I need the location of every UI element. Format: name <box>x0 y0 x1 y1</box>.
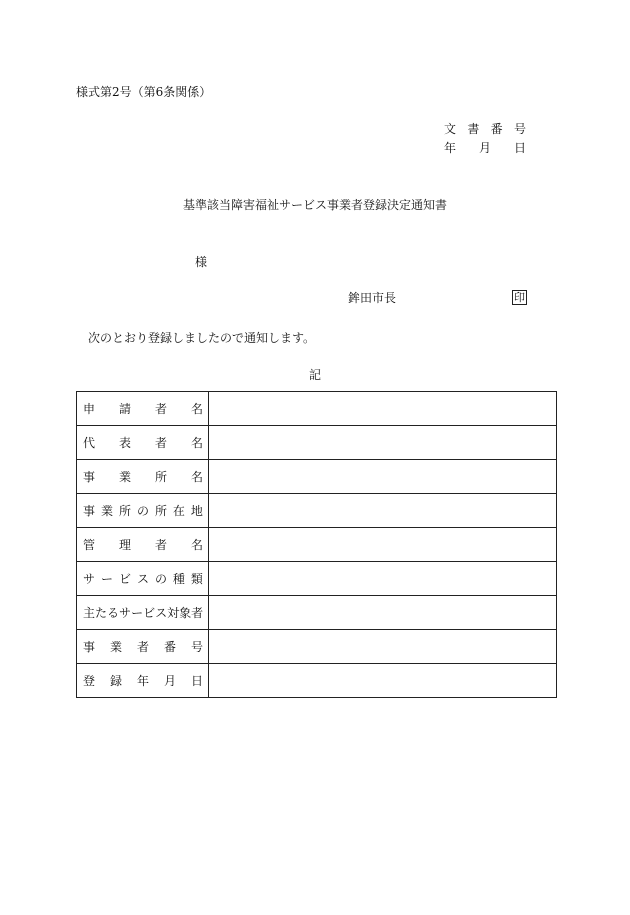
doc-number-char: 号 <box>513 122 526 136</box>
table-row <box>77 392 557 426</box>
row-label-cell <box>77 528 209 562</box>
row-value-cell[interactable] <box>209 528 557 562</box>
row-value-cell[interactable] <box>209 392 557 426</box>
seal-mark: 印 <box>514 291 525 304</box>
row-value-cell[interactable] <box>209 426 557 460</box>
row-value-cell[interactable] <box>209 460 557 494</box>
row-label-cell <box>77 392 209 426</box>
doc-number-char: 書 <box>467 122 480 136</box>
form-number: 様式第2号（第6条関係） <box>76 85 212 99</box>
recipient-honorific: 様 <box>195 255 208 269</box>
row-label-cell <box>77 562 209 596</box>
registration-info-table <box>76 391 557 698</box>
row-label: 管 理 者 名 <box>83 537 203 552</box>
row-label-cell <box>77 460 209 494</box>
row-value-cell[interactable] <box>209 596 557 630</box>
table-row <box>77 528 557 562</box>
row-label: 主 た る サ ー ビ ス 対 象 者 <box>83 605 204 620</box>
row-label: 登 録 年 月 日 <box>83 673 203 688</box>
table-row <box>77 494 557 528</box>
row-label: 事 業 所 の 所 在 地 <box>83 503 203 518</box>
date-year-label: 年 <box>444 141 457 155</box>
table-row <box>77 460 557 494</box>
row-value-cell[interactable] <box>209 630 557 664</box>
doc-number-char: 文 <box>444 122 457 136</box>
row-label-cell <box>77 596 209 630</box>
date-line <box>444 142 526 154</box>
table-row <box>77 596 557 630</box>
document-number-label <box>444 123 526 135</box>
row-label-cell <box>77 630 209 664</box>
row-label: 代 表 者 名 <box>83 435 203 450</box>
row-value-cell[interactable] <box>209 664 557 698</box>
doc-number-char: 番 <box>490 122 503 136</box>
row-value-cell[interactable] <box>209 494 557 528</box>
table-row <box>77 630 557 664</box>
row-label-cell <box>77 426 209 460</box>
row-label-cell <box>77 664 209 698</box>
row-label-cell <box>77 494 209 528</box>
row-label: 事 業 所 名 <box>83 469 203 484</box>
table-row <box>77 562 557 596</box>
notice-sentence: 次のとおり登録しましたので通知します。 <box>88 331 316 345</box>
row-label: 事 業 者 番 号 <box>83 639 203 654</box>
issuer-name: 鉾田市長 <box>348 291 397 305</box>
row-value-cell[interactable] <box>209 562 557 596</box>
date-day-label: 日 <box>513 141 526 155</box>
date-month-label: 月 <box>478 141 491 155</box>
table-row <box>77 426 557 460</box>
ki-heading: 記 <box>308 368 321 382</box>
row-label: サ ー ビ ス の 種 類 <box>83 571 203 586</box>
document-title: 基準該当障害福祉サービス事業者登録決定通知書 <box>182 198 447 212</box>
row-label: 申 請 者 名 <box>83 401 203 416</box>
table-row <box>77 664 557 698</box>
